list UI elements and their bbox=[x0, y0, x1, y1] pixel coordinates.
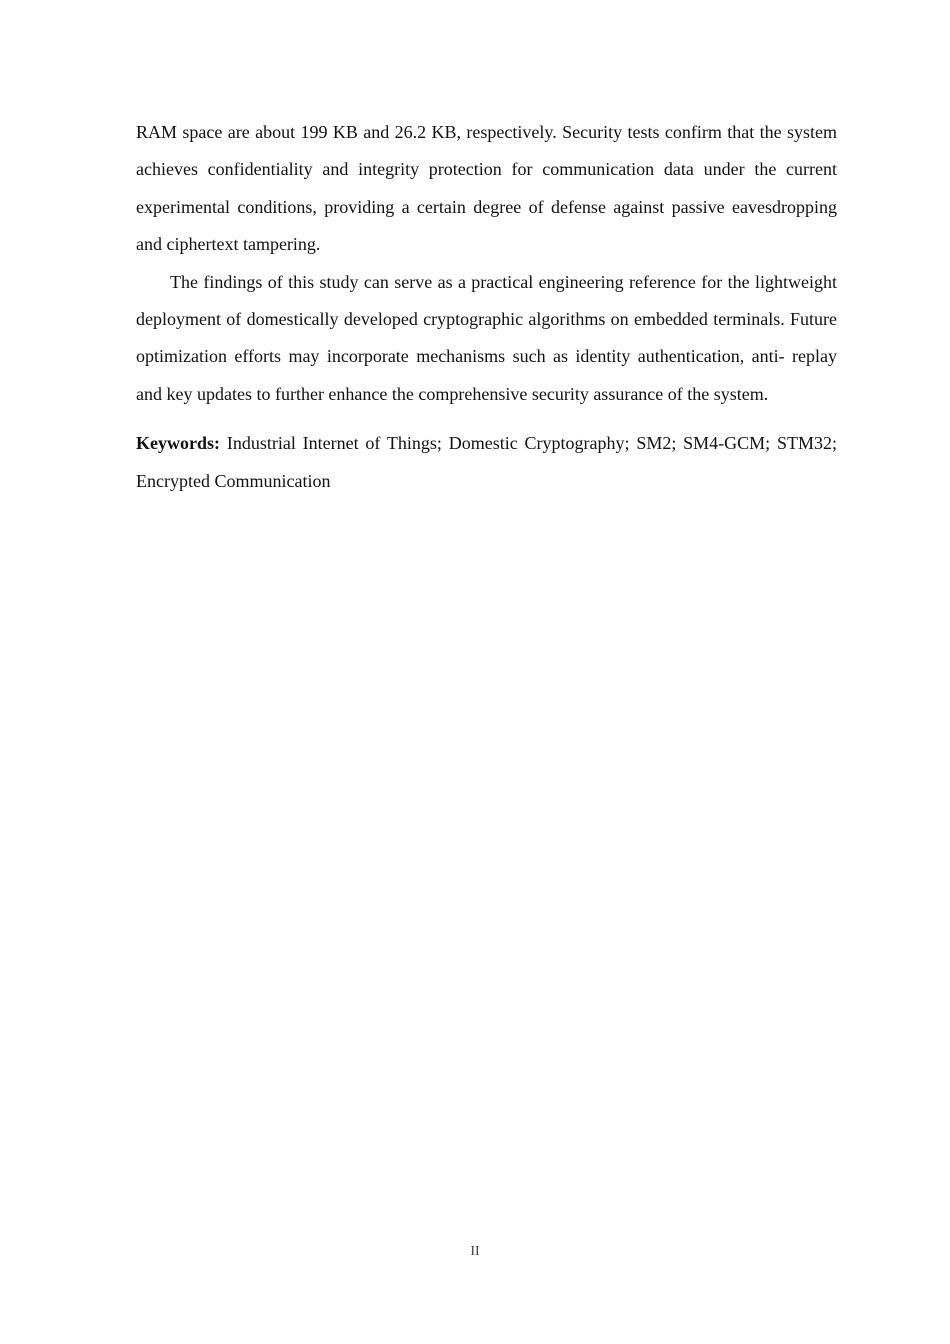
keywords-line bbox=[136, 425, 837, 500]
abstract-paragraph-1: RAM space are about 199 KB and 26.2 KB, respectively. Security tests confirm that the system achieves confidentiality and integrity protection for communication data under the current experimental conditions, providing a certain degree of defense against passive eavesdropping and ciphertext tampering. bbox=[136, 122, 837, 255]
abstract-paragraph-2: The findings of this study can serve as a practical engineering reference for the lightweight deployment of domestically developed cryptographic algorithms on embedded terminals. Future optimization efforts may incorporate mechanisms such as identity authentication, anti- replay and key updates to further enhance the comprehensive security assurance of the system. bbox=[136, 271, 837, 404]
keywords-text: Industrial Internet of Things; Domestic Cryptography; SM2; SM4-GCM; STM32; Encrypted Communication bbox=[136, 433, 838, 491]
keywords-label: Keywords: bbox=[136, 433, 220, 454]
page-number: II bbox=[470, 1244, 480, 1259]
abstract-body bbox=[136, 114, 837, 500]
